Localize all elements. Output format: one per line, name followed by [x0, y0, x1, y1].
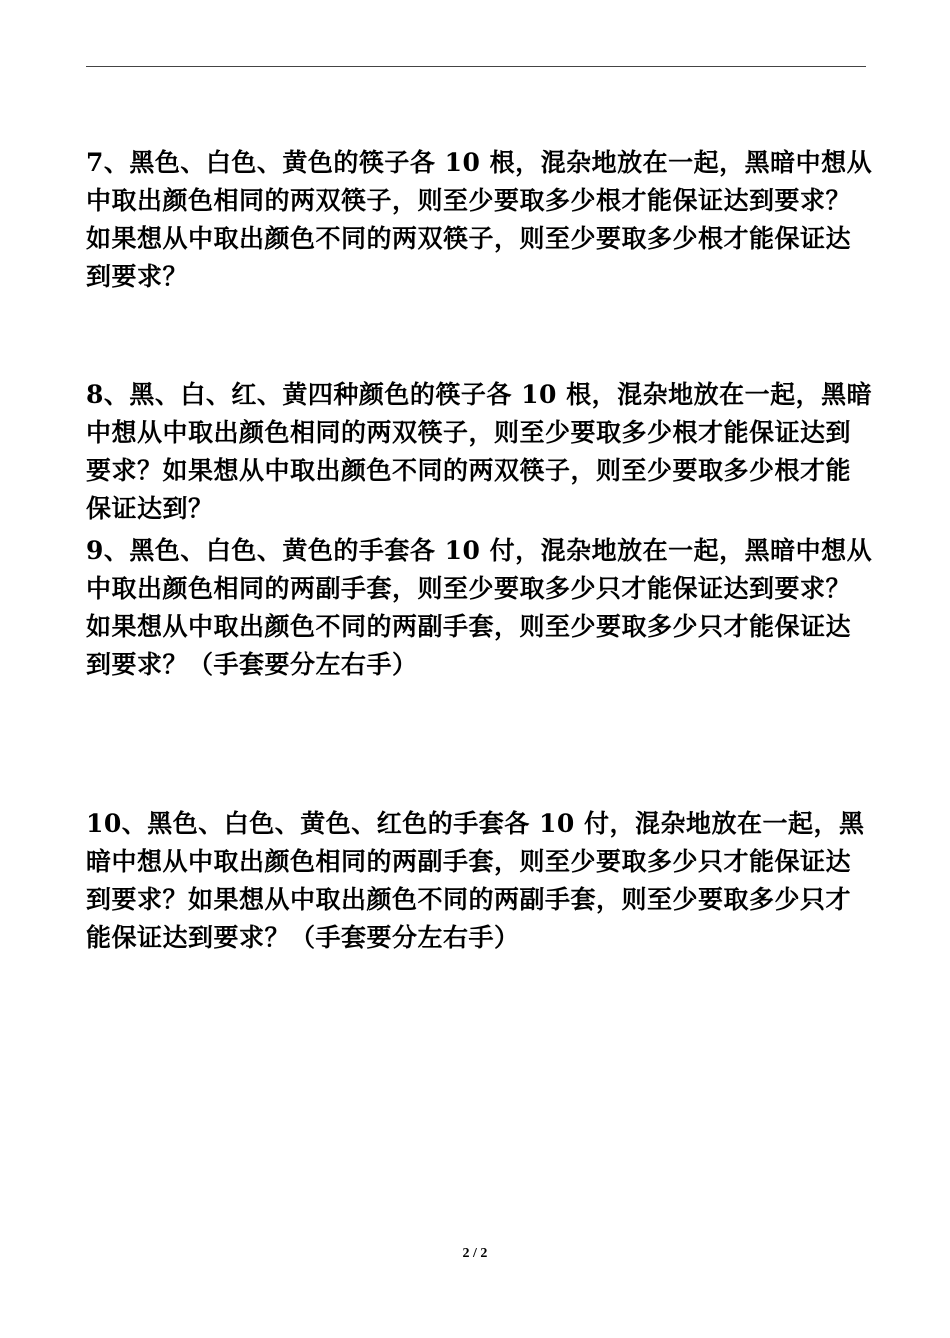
problem-9: 9、黑色、白色、黄色的手套各 10 付，混杂地放在一起，黑暗中想从中取出颜色相同的两副手套，则至少要取多少只才能保证达到要求？如果想从中取出颜色不同的两副手套，则至少要取多少只才能保证达到要求？（手套要分左右手）: [86, 536, 873, 679]
problem-10: 10、黑色、白色、黄色、红色的手套各 10 付，混杂地放在一起，黑暗中想从中取出颜色相同的两副手套，则至少要取多少只才能保证达到要求？如果想从中取出颜色不同的两副手套，则至少要取多少只才能保证达到要求？（手套要分左右手）: [86, 809, 865, 952]
header-divider: [86, 66, 866, 67]
page-number: 2 / 2: [462, 1246, 488, 1261]
problem-8: 8、黑、白、红、黄四种颜色的筷子各 10 根，混杂地放在一起，黑暗中想从中取出颜色相同的两双筷子，则至少要取多少根才能保证达到要求？如果想从中取出颜色不同的两双筷子，则至少要取多少根才能保证达到？: [86, 380, 873, 523]
problem-7: 7、黑色、白色、黄色的筷子各 10 根，混杂地放在一起，黑暗中想从中取出颜色相同的两双筷子，则至少要取多少根才能保证达到要求？如果想从中取出颜色不同的两双筷子，则至少要取多少根才能保证达到要求？: [86, 148, 873, 291]
